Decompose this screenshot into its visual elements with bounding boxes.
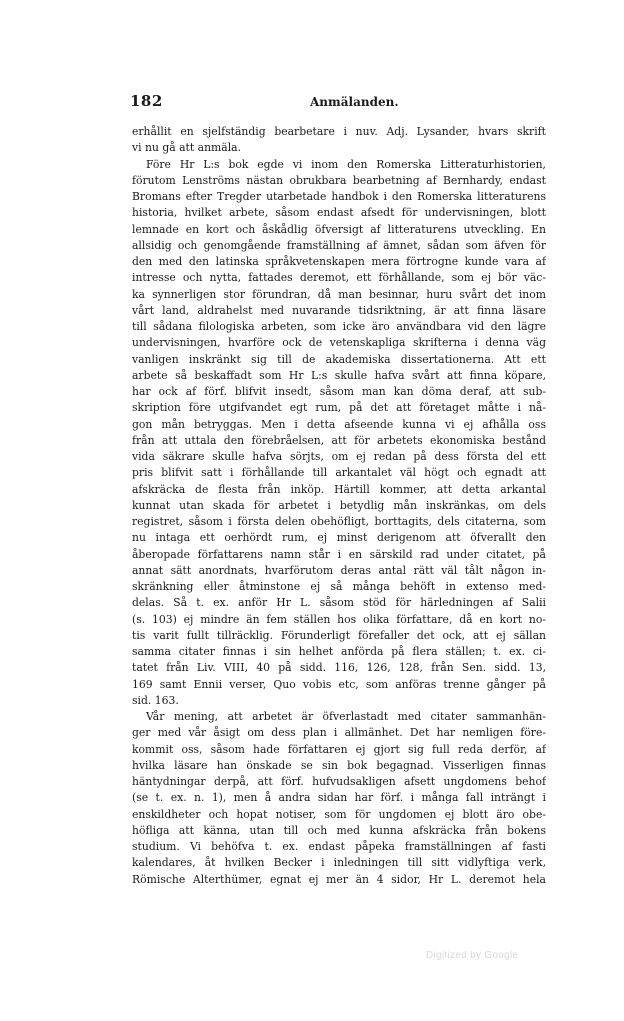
text-line: lemnade en kort och åskådlig öfversigt af litteraturens utveckling. En: [132, 222, 546, 236]
text-line: ka synnerligen stor förundran, då man besinnar, huru svårt det inom: [132, 287, 546, 301]
text-line: erhållit en sjelfständig bearbetare i nuv. Adj. Lysander, hvars skrift: [132, 125, 546, 138]
text-line: kalendares, åt hvilken Becker i inledningen till sitt vidlyftiga verk,: [132, 856, 546, 870]
text-line: Römische Alterthümer, egnat ej mer än 4 sidor, Hr L. deremot hela: [132, 872, 546, 886]
body-text: [132, 124, 546, 888]
text-line: enskildheter och hopat notiser, som för ungdomen ej blott äro obe-: [132, 807, 546, 821]
text-line: tatet från Liv. VIII, 40 på sidd. 116, 126, 128, från Sen. sidd. 13,: [132, 661, 546, 675]
text-line: annat sätt anordnats, hvarförutom deras antal rätt väl tålt någon in-: [132, 563, 546, 577]
text-line: registret, såsom i första delen obehöfligt, borttagits, dels citaterna, som: [132, 515, 546, 528]
text-line: förutom Lenströms nästan obrukbara bearbetning af Bernhardy, endast: [132, 173, 546, 187]
text-line: 169 samt Ennii verser, Quo vobis etc, som anföras trenne gånger på: [132, 677, 546, 691]
text-line: (se t. ex. n. 1), men å andra sidan har förf. i många fall inträngt i: [132, 791, 546, 805]
text-line: skränkning eller åtminstone ej så många behöft in extenso med-: [132, 580, 546, 593]
text-line: allsidig och genomgående framställning af ämnet, sådan som äfven för: [132, 238, 546, 252]
text-line: samma citater finnas i sin helhet anförda på flera ställen; t. ex. ci-: [132, 645, 546, 658]
text-line: (s. 103) ej mindre än fem ställen hos olika författare, då en kort no-: [132, 612, 546, 626]
running-head: Anmälanden.: [310, 95, 399, 109]
text-line: har ock af förf. blifvit insedt, såsom man kan döma deraf, att sub-: [132, 385, 546, 398]
text-line: gon mån betryggas. Men i detta afseende kunna vi ej afhålla oss: [132, 417, 546, 431]
text-line: ger med vår åsigt om dess plan i allmänhet. Det har nemligen före-: [132, 726, 546, 740]
text-line: studium. Vi behöfva t. ex. endast påpeka framställningen af fasti: [132, 840, 546, 853]
text-line: till sådana filologiska arbeten, som icke äro användbara vid den lägre: [132, 320, 546, 333]
text-line: vi nu gå att anmäla.: [132, 141, 242, 155]
text-line: från att uttala den förebråelsen, att för arbetets ekonomiska bestånd: [132, 433, 546, 447]
text-line: Bromans efter Tregder utarbetade handbok i den Romerska litteraturens: [132, 190, 546, 203]
text-line: delas. Så t. ex. anför Hr L. såsom stöd för härledningen af Salii: [132, 596, 546, 610]
text-line: vårt land, aldrahelst med nuvarande tidsriktning, är att finna läsare: [132, 303, 546, 317]
watermark: Digitized by Google: [426, 950, 519, 961]
text-line: skription före utgifvandet egt rum, på det att företaget måtte i nå-: [132, 401, 546, 415]
text-line: nu intaga ett oerhördt rum, ej minst derigenom att öfverallt den: [132, 531, 546, 545]
text-line: kommit oss, såsom hade författaren ej gjort sig full reda derför, af: [132, 742, 546, 756]
text-line: sid. 163.: [132, 693, 179, 707]
text-line: hvilka läsare han önskade se sin bok begagnad. Visserligen finnas: [132, 758, 546, 772]
text-line: historia, hvilket arbete, såsom endast afsedt för undervisningen, blott: [132, 206, 546, 220]
text-line: kunnat utan skada för arbetet i betydlig mån inskränkas, om dels: [132, 498, 546, 512]
text-line: undervisningen, hvarföre ock de vetenskapliga skrifterna i denna väg: [132, 336, 546, 350]
text-line: häntydningar derpå, att förf. hufvudsakligen afsett ungdomens behof: [132, 775, 546, 788]
text-line: afskräcka de flesta från inköp. Härtill kommer, att detta arkantal: [132, 482, 546, 496]
text-line: vida säkrare skulle hafva sörjts, om ej redan på dess första del ett: [132, 450, 546, 463]
text-line: höfliga att känna, utan till och med kunna afskräcka från bokens: [132, 823, 546, 837]
text-line: intresse och nytta, fattades deremot, ett förhållande, som ej bör väc-: [132, 271, 546, 285]
page-number: 182: [130, 92, 163, 110]
text-line: arbete så beskaffadt som Hr L:s skulle hafva svårt att finna köpare,: [132, 368, 546, 382]
text-line: åberopade författarens namn står i en särskild rad under citatet, på: [132, 547, 546, 561]
text-line: Vår mening, att arbetet är öfverlastadt med citater sammanhän-: [146, 710, 546, 723]
text-line: vanligen inskränkt sig till de akademiska dissertationerna. Att ett: [132, 352, 546, 366]
text-line: tis varit fullt tillräcklig. Förunderligt förefaller det ock, att ej sällan: [132, 628, 546, 642]
text-line: pris blifvit satt i förhållande till arkantalet väl högt och egnadt att: [132, 466, 546, 480]
text-line: Före Hr L:s bok egde vi inom den Romerska Litteraturhistorien,: [146, 157, 546, 171]
text-line: den med den latinska språkvetenskapen mera förtrogne kunde vara af: [132, 255, 546, 268]
